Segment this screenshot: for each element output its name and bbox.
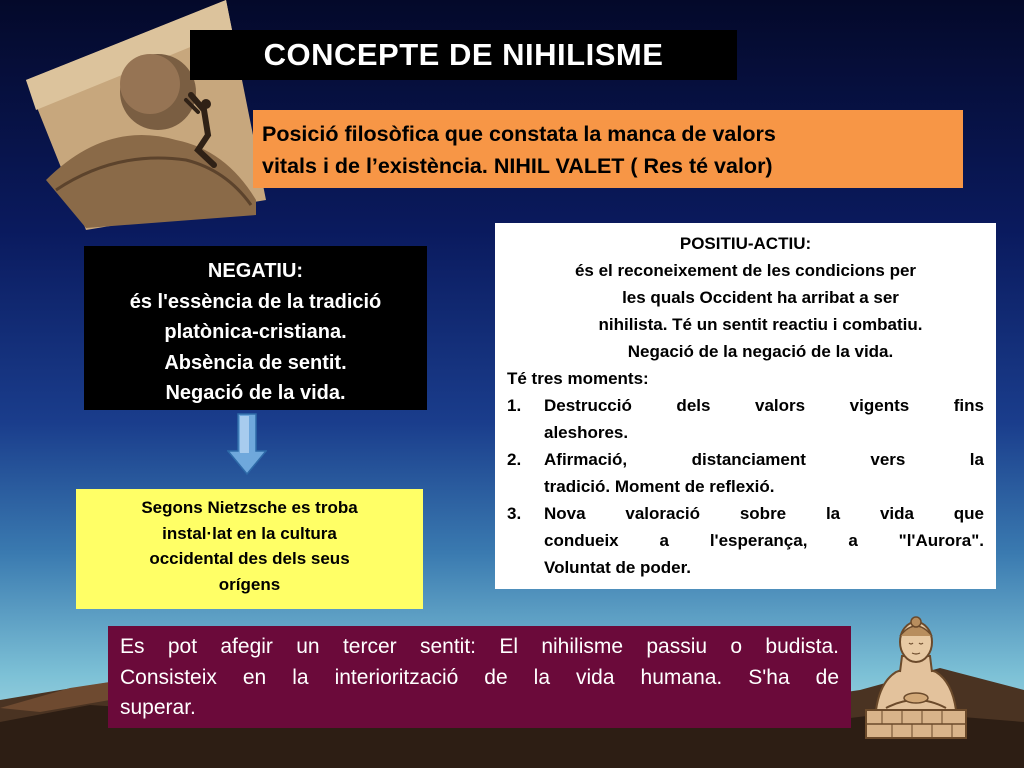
- definition-box: [253, 110, 963, 188]
- negative-heading: NEGATIU:: [207, 260, 304, 282]
- list-item: [507, 446, 984, 500]
- negative-sense-box: [84, 246, 427, 410]
- positive-intro-line: Negació de la negació de la vida.: [627, 342, 894, 361]
- list-line: aleshores.: [544, 423, 629, 442]
- moments-label: Té tres moments:: [507, 369, 649, 388]
- list-item: [507, 500, 984, 581]
- positive-intro-line: és el reconeixement de les condicions per: [574, 261, 917, 280]
- positive-heading: POSITIU-ACTIU:: [679, 234, 812, 253]
- list-line: Afirmació, distanciament vers la: [544, 450, 984, 469]
- negative-line: platònica-cristiana.: [164, 321, 347, 343]
- list-line: Destrucció dels valors vigents fins: [544, 396, 984, 415]
- third-line: Consisteix en la interiorització de la vida humana. S'ha de: [120, 665, 839, 689]
- list-item: [507, 392, 984, 446]
- negative-line: Negació de la vida.: [165, 382, 346, 404]
- arrow-down-icon: [227, 413, 267, 475]
- nietzsche-box: [76, 489, 423, 609]
- list-line: Voluntat de poder.: [544, 558, 692, 577]
- list-line: Nova valoració sobre la vida que: [544, 504, 984, 523]
- list-line: tradició. Moment de reflexió.: [544, 477, 775, 496]
- negative-line: és l'essència de la tradició: [129, 290, 382, 313]
- page-title: CONCEPTE DE NIHILISME: [190, 30, 737, 80]
- third-line: superar.: [120, 696, 196, 719]
- list-number: 3.: [507, 504, 522, 523]
- list-number: 2.: [507, 450, 522, 469]
- definition-line: vitals i de l’existència. NIHIL VALET ( Res té valor): [262, 154, 773, 178]
- list-line: condueix a l'esperança, a "l'Aurora".: [544, 531, 984, 550]
- negative-line: Absència de sentit.: [164, 351, 347, 374]
- third-sense-box: [108, 626, 851, 728]
- positive-intro-line: nihilista. Té un sentit reactiu i combatiu.: [598, 315, 923, 334]
- positive-intro-line: les quals Occident ha arribat a ser: [622, 288, 899, 307]
- third-line: Es pot afegir un tercer sentit: El nihilisme passiu o budista.: [120, 635, 839, 658]
- list-number: 1.: [507, 396, 522, 415]
- definition-line: Posició filosòfica que constata la manca de valors: [262, 122, 776, 146]
- nietzsche-line: instal·lat en la cultura: [162, 523, 337, 543]
- nietzsche-line: orígens: [218, 574, 281, 594]
- nietzsche-line: occidental des dels seus: [149, 549, 350, 568]
- positive-sense-box: [495, 223, 996, 589]
- nietzsche-line: Segons Nietzsche es troba: [141, 498, 358, 517]
- buddha-statue-illustration: [862, 612, 970, 740]
